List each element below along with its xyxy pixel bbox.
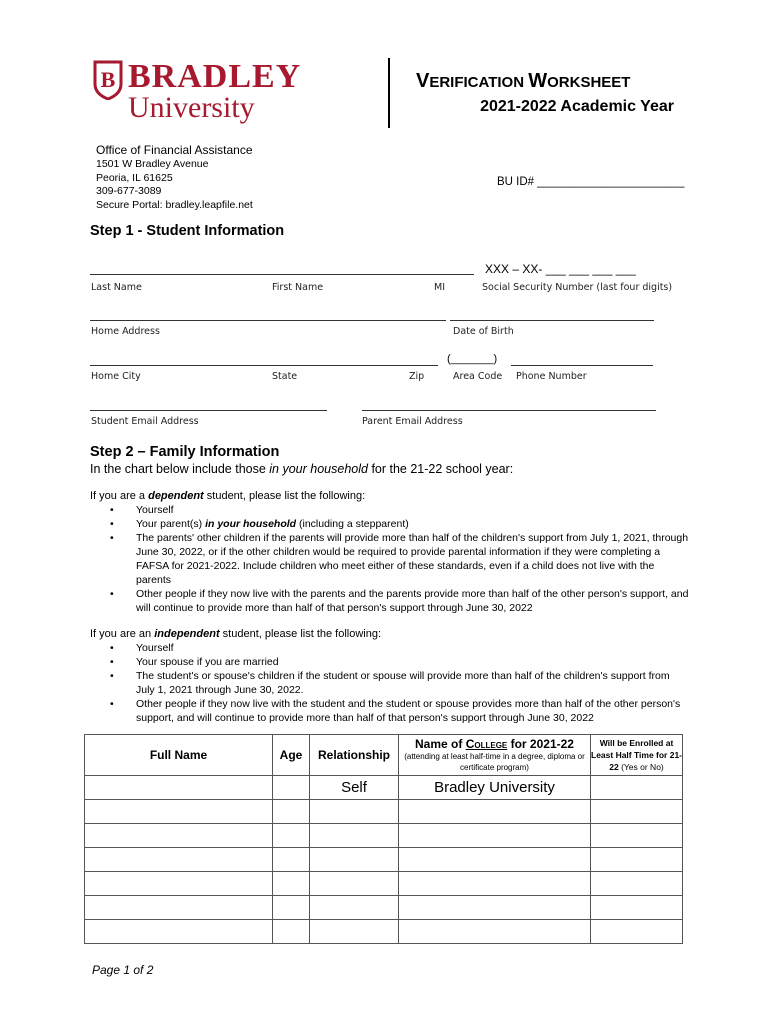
- cell-relationship[interactable]: [310, 872, 399, 896]
- cell-age[interactable]: [273, 848, 310, 872]
- zip-label: Zip: [409, 371, 425, 382]
- bradley-shield-icon: [92, 60, 124, 100]
- cell-enrolled[interactable]: [591, 824, 683, 848]
- home-address-label: Home Address: [91, 326, 160, 337]
- state-label: State: [272, 371, 298, 382]
- cell-college: Bradley University: [399, 776, 591, 800]
- student-email-label: Student Email Address: [91, 416, 199, 427]
- col-relationship: Relationship: [310, 735, 399, 776]
- table-row: [85, 896, 683, 920]
- cell-college[interactable]: [399, 896, 591, 920]
- dob-line[interactable]: [450, 320, 654, 321]
- step2-heading: Step 2 – Family Information: [90, 444, 280, 460]
- table-row: [85, 800, 683, 824]
- cell-relationship[interactable]: [310, 848, 399, 872]
- svg-text:B: B: [100, 67, 116, 92]
- cell-relationship: Self: [310, 776, 399, 800]
- cell-enrolled[interactable]: [591, 800, 683, 824]
- phone-label: Phone Number: [516, 371, 587, 382]
- dependent-heading: If you are a dependent student, please list the following:: [90, 490, 366, 502]
- col-full-name: Full Name: [85, 735, 273, 776]
- cell-age[interactable]: [273, 872, 310, 896]
- area-code-label: Area Code: [453, 371, 503, 382]
- list-item: • Yourself: [110, 641, 690, 655]
- cell-name[interactable]: [85, 872, 273, 896]
- table-row: [85, 920, 683, 944]
- city-state-zip-line[interactable]: [90, 365, 438, 366]
- cell-name[interactable]: [85, 896, 273, 920]
- first-name-label: First Name: [272, 282, 324, 293]
- last-name-label: Last Name: [91, 282, 142, 293]
- home-address-line[interactable]: [90, 320, 446, 321]
- cell-college[interactable]: [399, 920, 591, 944]
- list-item: • Other people if they now live with the student and the student or spouse provides more than half of the other person's support, and will continue to provide more than half of that person's support through June 30, 2022: [110, 697, 690, 725]
- logo-wordmark: BRADLEY: [128, 58, 302, 95]
- independent-heading: If you are an independent student, please list the following:: [90, 628, 382, 640]
- list-item: • Other people if they now live with the parents and the parents provide more than half of the other person's support, and will continue to provide more than half of that person's support through June 30, 2022: [110, 587, 690, 615]
- phone-line[interactable]: [511, 365, 653, 366]
- cell-college[interactable]: [399, 848, 591, 872]
- table-row: [85, 824, 683, 848]
- family-table: [84, 734, 683, 944]
- student-email-line[interactable]: [90, 410, 327, 411]
- cell-name[interactable]: [85, 800, 273, 824]
- worksheet-title: VERIFICATION WORKSHEET: [416, 70, 631, 92]
- cell-name[interactable]: [85, 776, 273, 800]
- list-item: • The student's or spouse's children if the student or spouse will provide more than half of the children's support from July 1, 2021 through June 30, 2022.: [110, 669, 690, 697]
- cell-relationship[interactable]: [310, 896, 399, 920]
- cell-enrolled[interactable]: [591, 896, 683, 920]
- header-divider: [388, 58, 390, 128]
- cell-relationship[interactable]: [310, 920, 399, 944]
- cell-relationship[interactable]: [310, 824, 399, 848]
- office-address: 1501 W Bradley Avenue Peoria, IL 61625 309-677-3089 Secure Portal: bradley.leapfile.net: [96, 158, 253, 211]
- table-row: [85, 872, 683, 896]
- list-item: • Your spouse if you are married: [110, 655, 690, 669]
- table-row: [85, 848, 683, 872]
- cell-name[interactable]: [85, 824, 273, 848]
- cell-age[interactable]: [273, 776, 310, 800]
- col-enrolled: Will be Enrolled at Least Half Time for 21-22 (Yes or No): [591, 735, 683, 776]
- parent-email-line[interactable]: [362, 410, 656, 411]
- step2-intro: In the chart below include those in your household for the 21-22 school year:: [90, 462, 514, 476]
- home-city-label: Home City: [91, 371, 141, 382]
- cell-age[interactable]: [273, 896, 310, 920]
- cell-age[interactable]: [273, 800, 310, 824]
- table-row: [85, 776, 683, 800]
- cell-age[interactable]: [273, 920, 310, 944]
- ssn-label: Social Security Number (last four digits): [482, 282, 673, 293]
- mi-label: MI: [434, 282, 445, 293]
- cell-college[interactable]: [399, 824, 591, 848]
- cell-enrolled[interactable]: [591, 872, 683, 896]
- cell-college[interactable]: [399, 800, 591, 824]
- list-item: • The parents' other children if the parents will provide more than half of the children's support from July 1, 2021, through June 30, 2022, or if the other children would be required to provide parental information if they were completing a FAFSA for 2021-2022. Include children who meet either of these standards, even if a child does not live with the parents: [110, 531, 690, 587]
- logo-subtitle: University: [128, 91, 255, 124]
- dependent-list: [110, 503, 690, 615]
- cell-enrolled[interactable]: [591, 776, 683, 800]
- col-college: Name of College for 2021-22 (attending at least half-time in a degree, diploma or certificate program): [399, 735, 591, 776]
- cell-age[interactable]: [273, 824, 310, 848]
- name-line[interactable]: [90, 274, 474, 275]
- cell-name[interactable]: [85, 920, 273, 944]
- parent-email-label: Parent Email Address: [362, 416, 463, 427]
- dob-label: Date of Birth: [453, 326, 514, 337]
- area-code-field[interactable]: (_______): [447, 353, 498, 365]
- office-name: Office of Financial Assistance: [96, 143, 253, 157]
- independent-list: [110, 641, 690, 725]
- page-number: Page 1 of 2: [92, 963, 154, 977]
- cell-enrolled[interactable]: [591, 848, 683, 872]
- bu-id-field[interactable]: BU ID# _______________________: [497, 176, 685, 188]
- ssn-field[interactable]: XXX – XX- ___ ___ ___ ___: [485, 262, 636, 276]
- cell-name[interactable]: [85, 848, 273, 872]
- cell-relationship[interactable]: [310, 800, 399, 824]
- cell-enrolled[interactable]: [591, 920, 683, 944]
- list-item: • Your parent(s) in your household (including a stepparent): [110, 517, 690, 531]
- academic-year: 2021-2022 Academic Year: [480, 98, 674, 115]
- cell-college[interactable]: [399, 872, 591, 896]
- list-item: • Yourself: [110, 503, 690, 517]
- step1-heading: Step 1 - Student Information: [90, 223, 285, 239]
- col-age: Age: [273, 735, 310, 776]
